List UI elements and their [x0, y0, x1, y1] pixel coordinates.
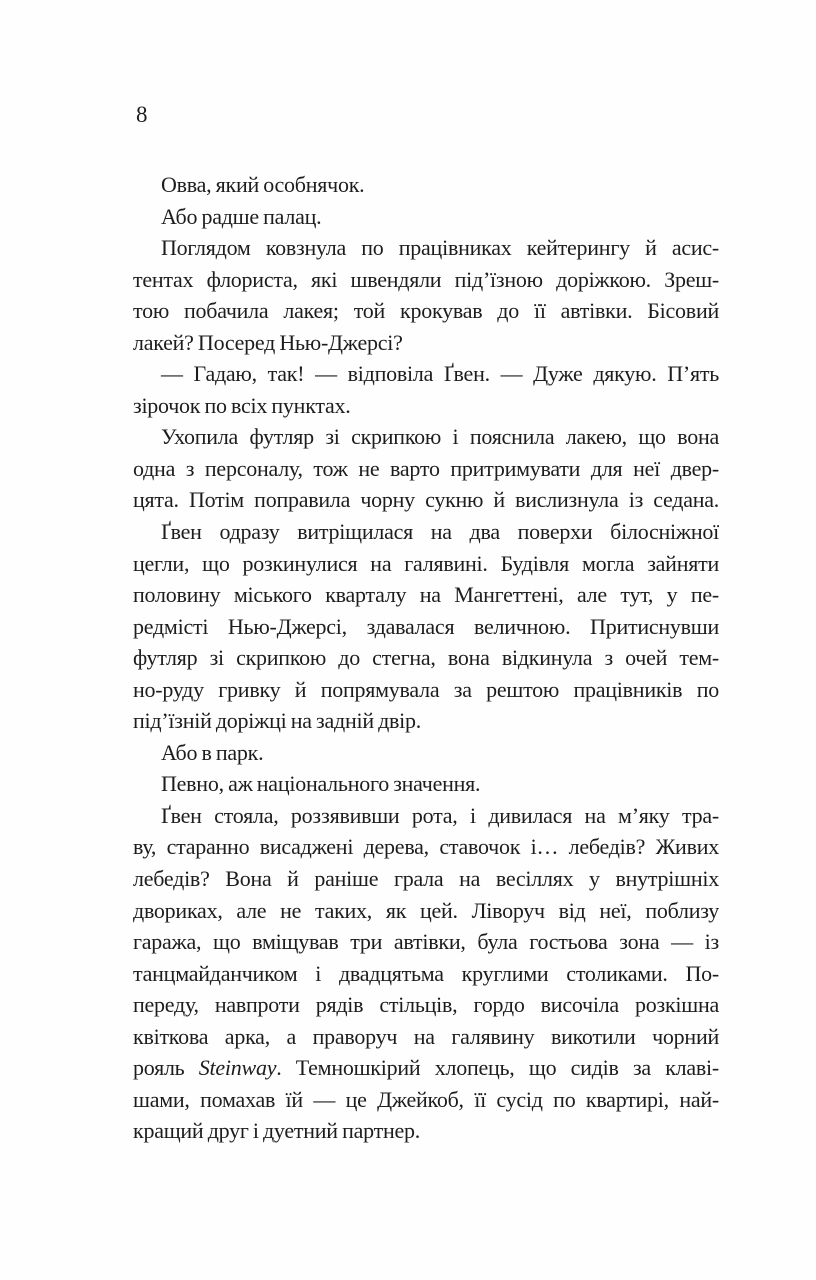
text-segment: одна з персоналу, тож не варто притримувати для неї двер-	[133, 455, 719, 481]
text-line	[133, 895, 719, 927]
text-line	[133, 232, 719, 264]
text-line	[133, 201, 719, 233]
text-line	[133, 800, 719, 832]
text-line	[133, 1052, 719, 1084]
text-segment: — Гадаю, так! — відповіла Ґвен. — Дуже дякую. П’ять	[161, 361, 719, 387]
text-segment: тою побачила лакея; той крокував до її автівки. Бісовий	[133, 298, 719, 324]
italic-text: Steinway	[198, 1055, 277, 1081]
text-line	[133, 484, 719, 516]
text-segment: танцмайданчиком і двадцятьма круглими столиками. По-	[133, 960, 719, 986]
text-segment: Або в парк.	[161, 739, 264, 765]
text-segment: . Темношкірий хлопець, що сидів за клаві-	[276, 1055, 719, 1081]
text-line	[133, 1021, 719, 1053]
text-line	[133, 611, 719, 643]
text-segment: редмісті Нью-Джерсі, здавалася величною. Притиснувши	[133, 613, 719, 639]
text-line	[133, 327, 719, 359]
text-segment: Ґвен одразу витріщилася на два поверхи білосніжної	[161, 519, 719, 545]
text-line	[133, 579, 719, 611]
text-line	[133, 926, 719, 958]
text-line	[133, 390, 719, 422]
text-segment: половину міського кварталу на Мангеттені, але тут, у пе-	[133, 582, 719, 608]
text-line	[133, 674, 719, 706]
text-segment: лебедів? Вона й раніше грала на весіллях у внутрішніх	[133, 866, 719, 892]
text-line	[133, 737, 719, 769]
text-segment: Ґвен стояла, роззявивши рота, і дивилася на м’яку тра-	[161, 802, 719, 828]
text-segment: но-руду гривку й попрямувала за рештою працівників по	[133, 676, 719, 702]
text-line	[133, 421, 719, 453]
text-segment: Поглядом ковзнула по працівниках кейтерингу й асис-	[161, 235, 719, 261]
text-segment: футляр зі скрипкою до стегна, вона відкинула з очей тем-	[133, 645, 719, 671]
text-segment: ву, старанно висаджені дерева, ставочок і… лебедів? Живих	[133, 834, 719, 860]
text-line	[133, 989, 719, 1021]
text-segment: шами, помахав їй — це Джейкоб, її сусід по квартирі, най-	[133, 1086, 719, 1112]
text-segment: Або радше палац.	[161, 203, 322, 229]
page-number: 8	[136, 102, 148, 127]
text-segment: переду, навпроти рядів стільців, гордо височіла розкішна	[133, 992, 719, 1018]
text-line	[133, 1084, 719, 1116]
text-line	[133, 264, 719, 296]
text-line	[133, 358, 719, 390]
text-segment: Овва, який особнячок.	[161, 172, 365, 197]
text-segment: двориках, але не таких, як цей. Ліворуч від неї, поблизу	[133, 897, 719, 923]
text-line	[133, 453, 719, 485]
text-line	[133, 548, 719, 580]
text-line	[133, 768, 719, 800]
text-segment: Певно, аж національного значення.	[161, 771, 481, 797]
text-segment: кращий друг і дуетний партнер.	[133, 1118, 420, 1144]
text-segment: зірочок по всіх пунктах.	[133, 392, 351, 418]
text-line	[133, 958, 719, 990]
text-segment: тентах флориста, які швендяли під’їзною доріжкою. Зреш-	[133, 266, 719, 292]
text-segment: цята. Потім поправила чорну сукню й вислизнула із седана.	[133, 487, 719, 513]
text-line	[133, 169, 719, 201]
text-segment: рояль	[133, 1055, 199, 1081]
text-line	[133, 516, 719, 548]
text-line	[133, 295, 719, 327]
text-line	[133, 863, 719, 895]
text-segment: цегли, що розкинулися на галявині. Будівля могла зайняти	[133, 550, 719, 576]
text-segment: квіткова арка, а праворуч на галявину викотили чорний	[133, 1023, 719, 1049]
text-segment: лакей? Посеред Нью-Джерсі?	[133, 329, 403, 355]
text-segment: під’їзній доріжці на задній двір.	[133, 708, 422, 734]
text-segment: гаража, що вміщував три автівки, була гостьова зона — із	[133, 929, 719, 955]
text-line	[133, 642, 719, 674]
text-line	[133, 831, 719, 863]
text-line	[133, 705, 719, 737]
text-segment: Ухопила футляр зі скрипкою і пояснила лакею, що вона	[161, 424, 719, 450]
text-line	[133, 1115, 719, 1147]
text-block	[133, 169, 719, 1147]
